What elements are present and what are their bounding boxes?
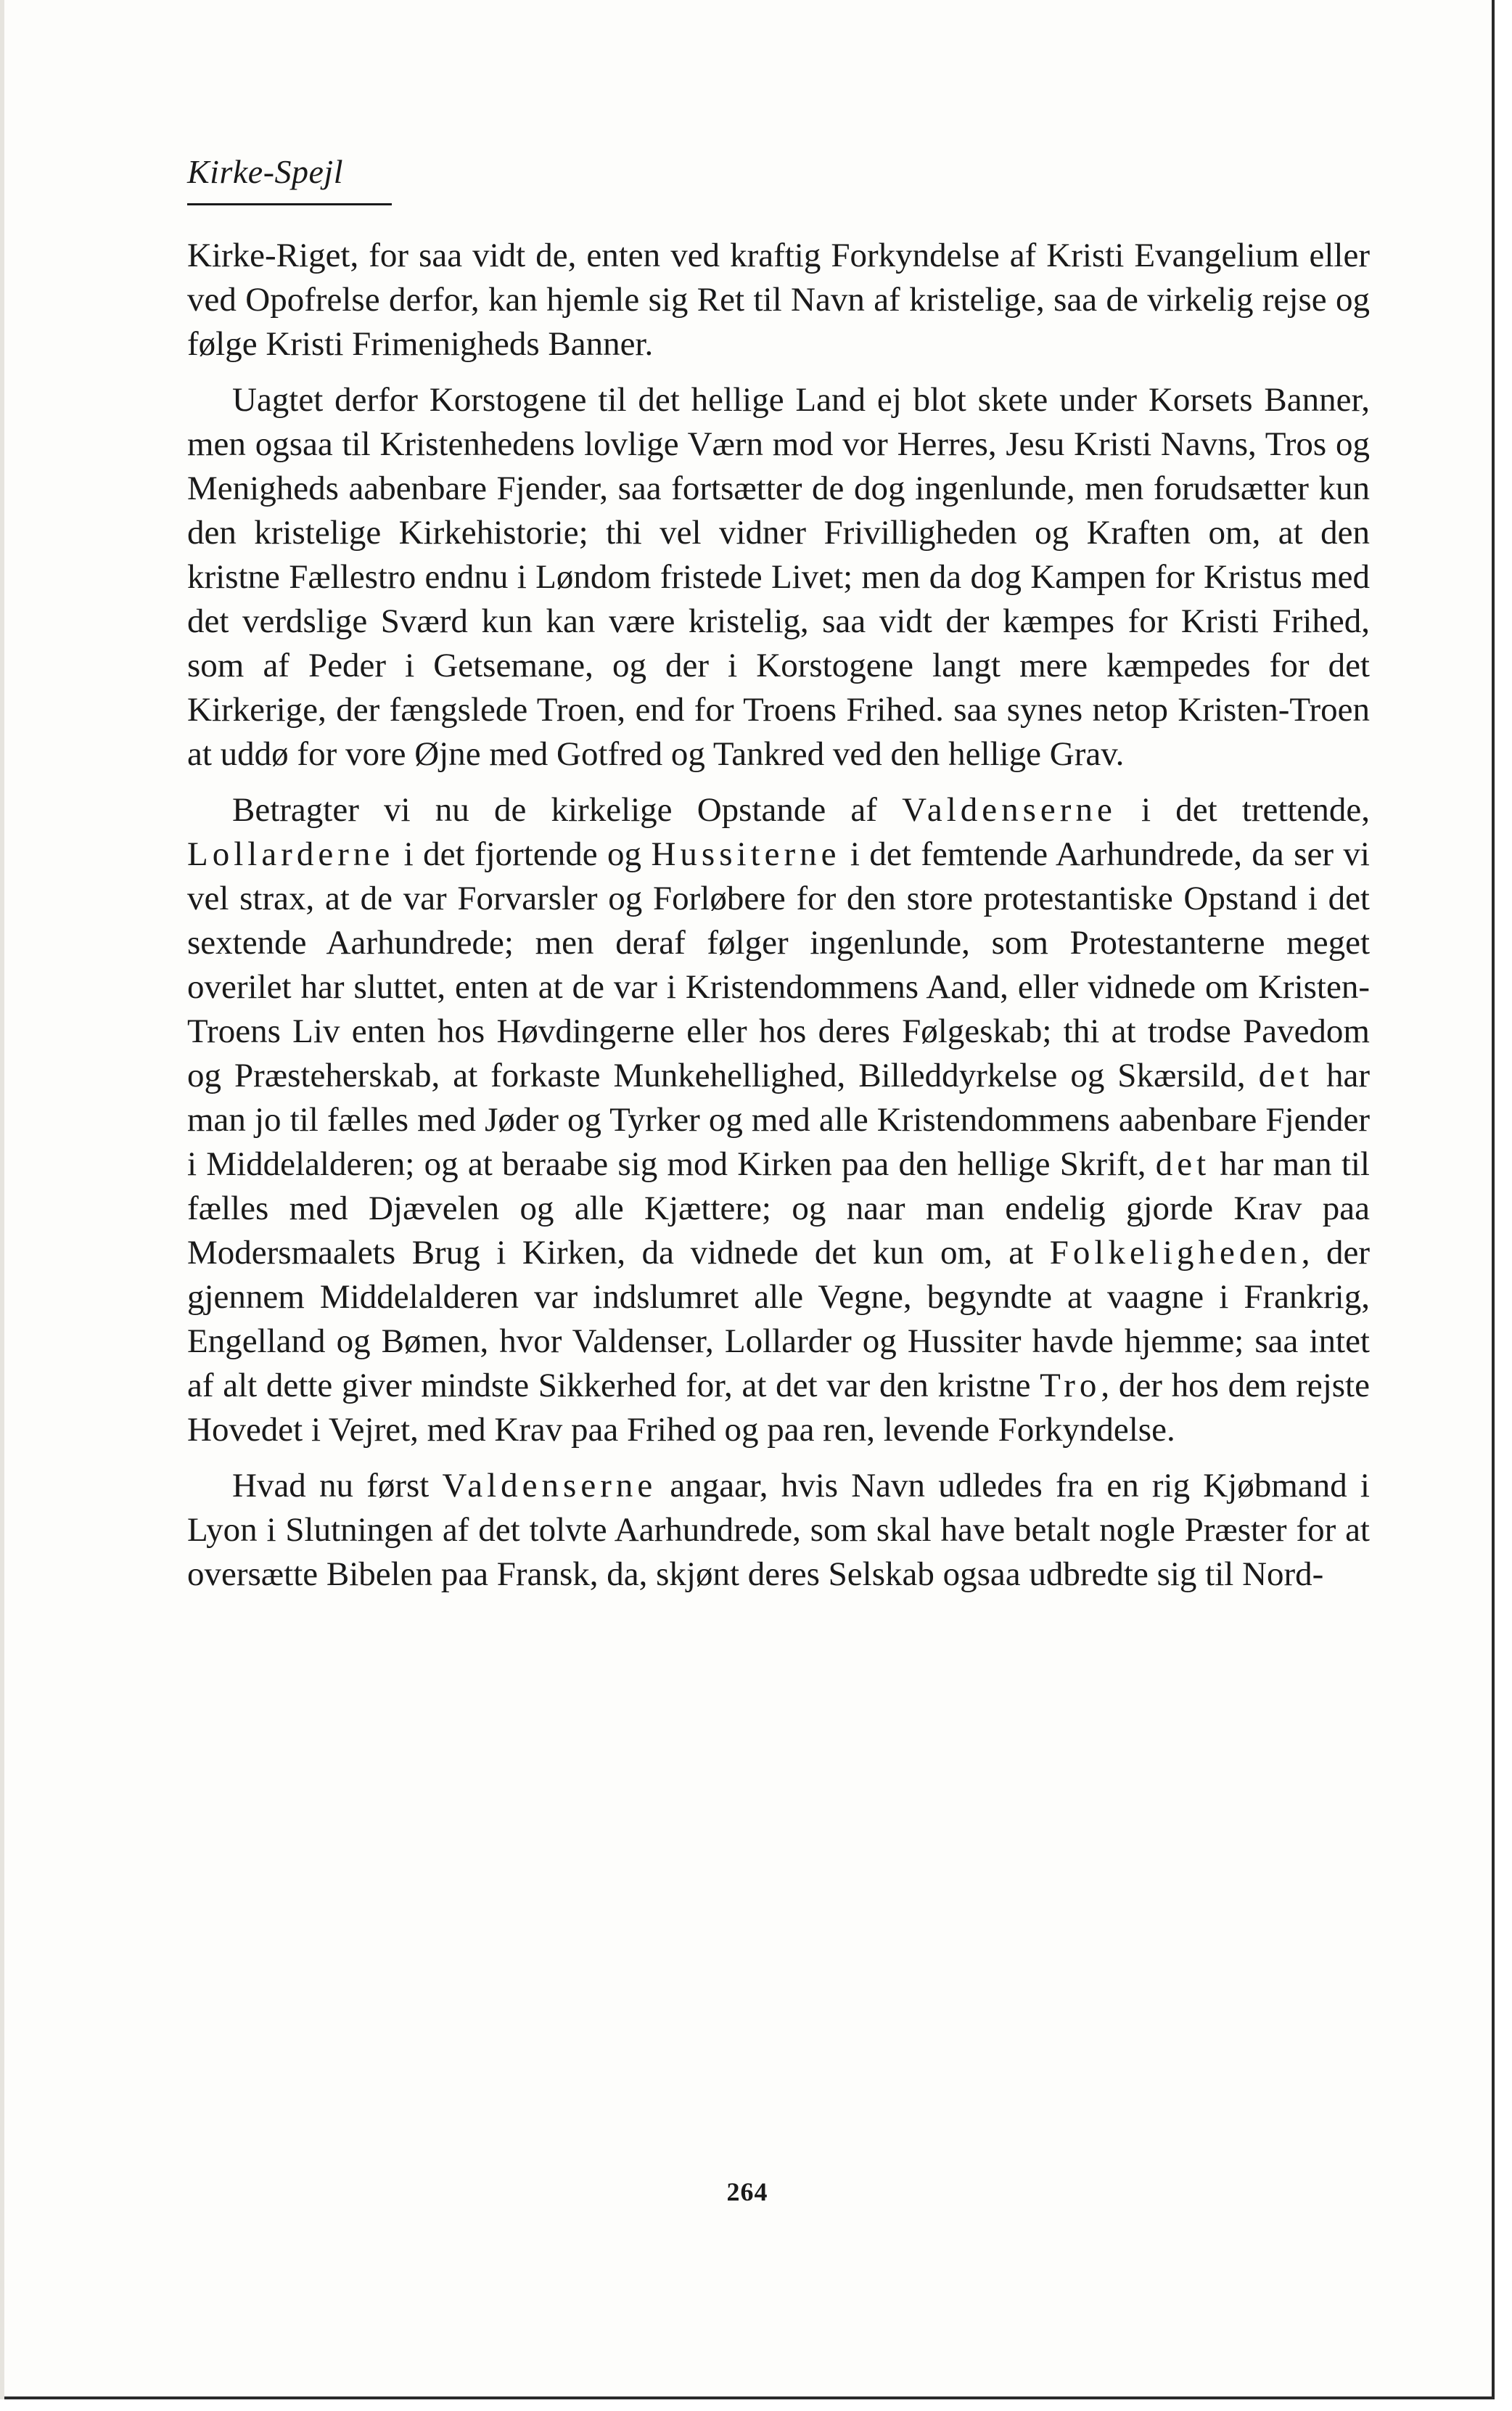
header-underline	[187, 203, 392, 205]
spaced-term: det	[1258, 1057, 1313, 1094]
spaced-term: Hussiterne	[651, 835, 841, 873]
text-segment: Uagtet derfor Korstogene til det hellige Land ej blot skete under Korsets Banner, men ogsaa til Kristenhedens lovlige Værn mod vor Herres, Jesu Kristi Navns, Tros og Menigheds aabenbare Fjender, saa fortsætter de dog ingenlunde, men forudsætter kun den kristelige Kirkehistorie; thi vel vidner Frivilligheden og Kraften om, at den kristne Fællestro endnu i Løndom fristede Livet; men da dog Kampen for Kristus med det verdslige Sværd kun kan være kristelig, saa vidt der kæmpes for Kristi Frihed, som af Peder i Getsemane, og der i Korstogene langt mere kæmpedes for det Kirkerige, der fængslede Troen, end for Troens Frihed. saa synes netop Kristen-Troen at uddø for vore Øjne med Gotfred og Tankred ved den hellige Grav.	[187, 381, 1370, 773]
paragraph-3	[187, 788, 1370, 1452]
spaced-term: Valdenserne	[442, 1467, 657, 1505]
text-segment: angaar, hvis Navn udledes fra en rig Kjøbmand i Lyon i Slutningen af det tolvte Aarhundrede, som skal have betalt nogle Præster for at oversætte Bibelen paa Fransk, da, skjønt deres Selskab ogsaa udbredte sig til Nord-	[187, 1467, 1370, 1593]
text-segment: Betragter vi nu de kirkelige Opstande af	[232, 791, 903, 829]
text-segment: Hvad nu først	[232, 1467, 443, 1505]
text-segment: , der hos dem rejste Hovedet i Vejret, med Krav paa Frihed og paa ren, levende Forkyndelse.	[187, 1367, 1370, 1449]
text-segment: i det trettende,	[1116, 791, 1370, 829]
spaced-term: Lollarderne	[187, 835, 395, 873]
paragraph-2	[187, 378, 1370, 777]
spaced-term: Folkeligheden	[1049, 1234, 1302, 1272]
text-segment: i det femtende Aarhundrede, da ser vi vel strax, at de var Forvarsler og Forløbere for den store protestantiske Opstand i det sextende Aarhundrede; men deraf følger ingenlunde, som Protestanterne meget overilet har sluttet, enten at de var i Kristendommens Aand, eller vidnede om Kristen-Troens Liv enten hos Høvdingerne eller hos deres Følgeskab; thi at trodse Pavedom og Præsteherskab, at forkaste Munkehellighed, Billeddyrkelse og Skærsild,	[187, 835, 1370, 1094]
text-segment: har man jo til fælles med Jøder og Tyrker og med alle Kristendommens aabenbare Fjender i Middelalderen; og at beraabe sig mod Kirken paa den hellige Skrift,	[187, 1057, 1370, 1183]
page-edge-shadow	[0, 0, 4, 2399]
text-segment: i det fjortende og	[394, 835, 652, 873]
paragraph-4	[187, 1464, 1370, 1597]
text-segment: Kirke-Riget, for saa vidt de, enten ved kraftig Forkyndelse af Kristi Evangelium eller ved Opofrelse derfor, kan hjemle sig Ret til Navn af kristelige, saa de virkelig rejse og følge Kristi Frimenigheds Banner.	[187, 237, 1370, 363]
body-text	[187, 234, 1370, 1608]
spaced-term: Valdenserne	[902, 791, 1117, 829]
text-segment: har man til fælles med Djævelen og alle Kjættere; og naar man endelig gjorde Krav paa Modersmaalets Brug i Kirken, da vidnede det kun om, at	[187, 1145, 1370, 1272]
text-segment: , der gjennem Middelalderen var indslumret alle Vegne, begyndte at vaagne i Frankrig, Engelland og Bømen, hvor Valdenser, Lollarder og Hussiter havde hjemme; saa intet af alt dette giver mindste Sikkerhed for, at det var den kristne	[187, 1234, 1371, 1404]
page-number: 264	[726, 2177, 768, 2206]
paragraph-1	[187, 234, 1370, 367]
spaced-term: det	[1155, 1145, 1211, 1183]
running-header: Kirke-Spejl	[187, 153, 343, 190]
spaced-term: Tro	[1040, 1367, 1101, 1404]
